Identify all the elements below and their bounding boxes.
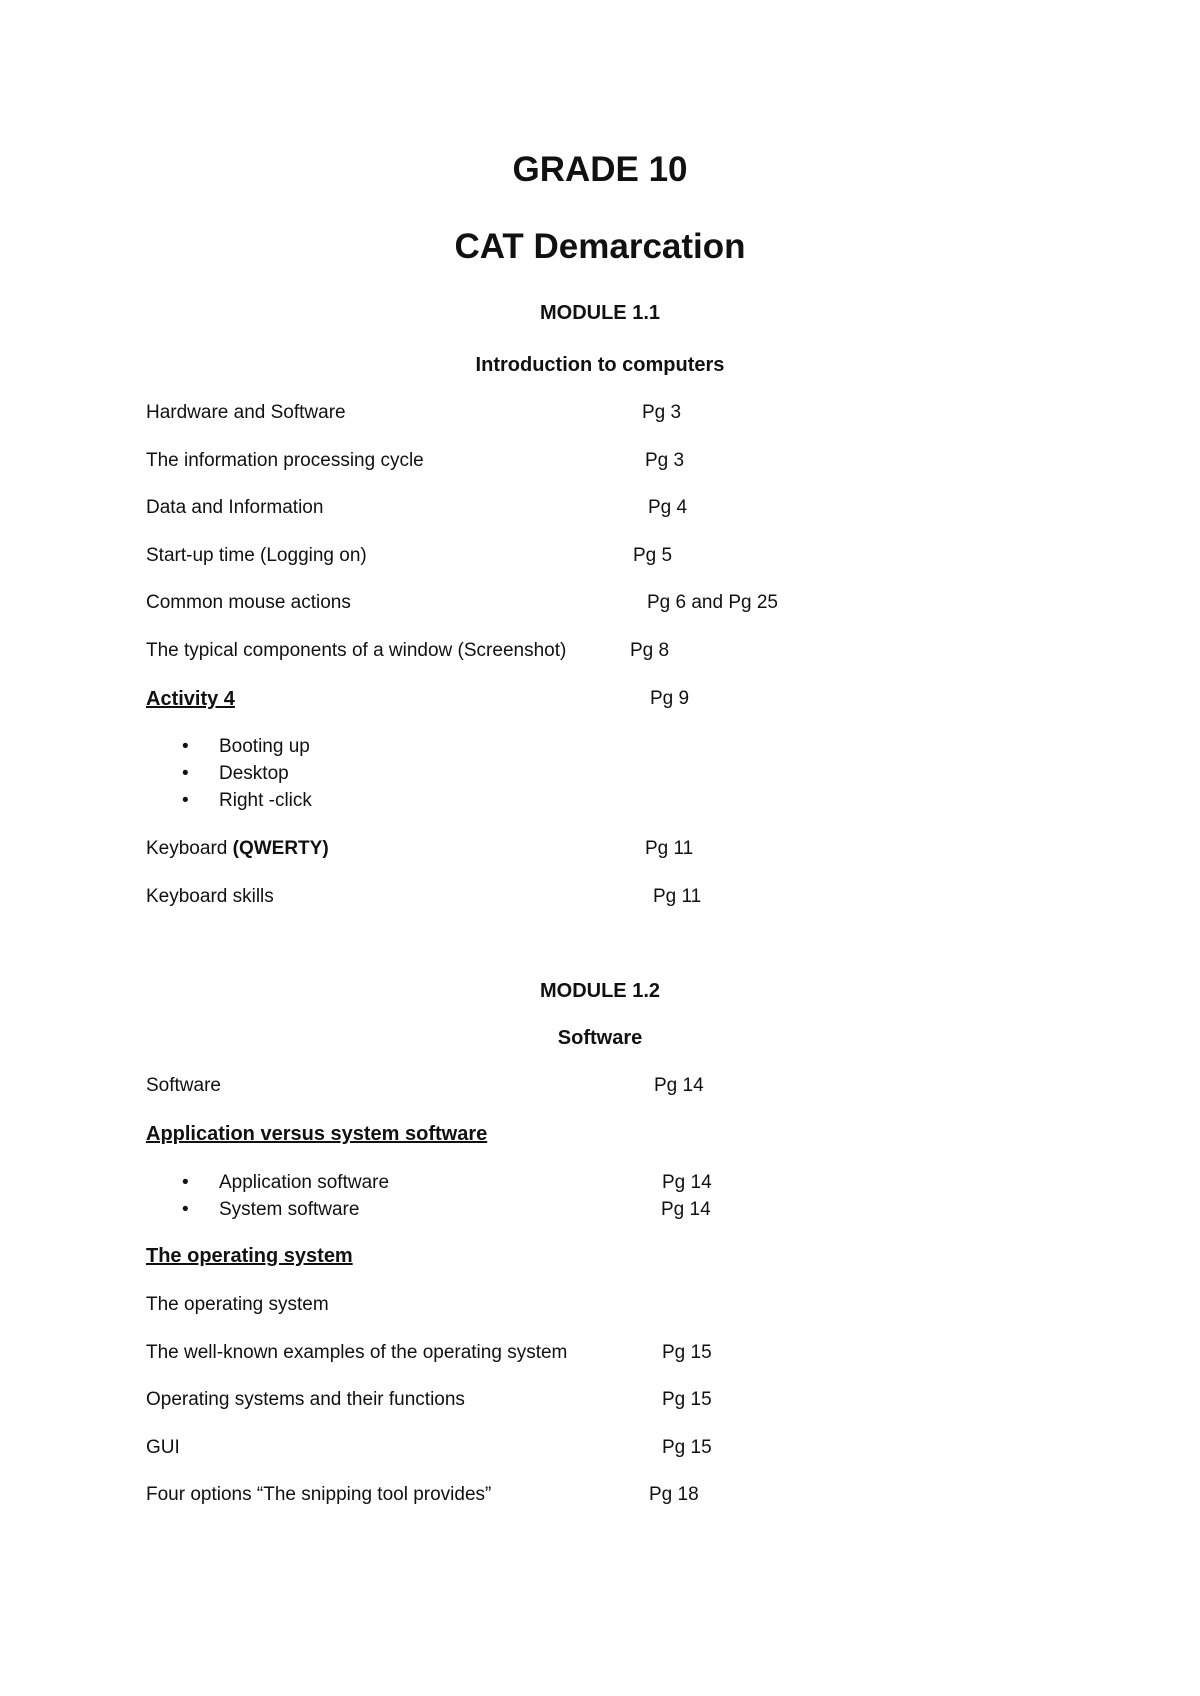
topic-item: Common mouse actions	[146, 592, 351, 613]
topic-item: Four options “The snipping tool provides”	[146, 1484, 492, 1505]
bullet-icon: •	[182, 1172, 189, 1193]
topic-item: Operating systems and their functions	[146, 1389, 465, 1410]
page-reference: Pg 4	[648, 497, 688, 518]
page-reference: Pg 15	[662, 1389, 712, 1410]
topic-item: The well-known examples of the operating system	[146, 1342, 568, 1363]
topic-item: Start-up time (Logging on)	[146, 545, 367, 566]
page-reference: Pg 6 and Pg 25	[647, 592, 778, 613]
topic-item: Software	[146, 1075, 221, 1096]
page-reference: Pg 15	[662, 1437, 712, 1458]
bullet-icon: •	[182, 763, 189, 784]
grade-title: GRADE 10	[512, 150, 688, 189]
topic-item: GUI	[146, 1437, 180, 1458]
page-reference: Pg 11	[653, 886, 702, 907]
activity-heading: Activity 4	[146, 688, 235, 710]
section-heading: Application versus system software	[146, 1123, 488, 1145]
module-label: MODULE 1.2	[539, 980, 661, 1002]
bullet-icon: •	[182, 736, 189, 757]
bullet-item: Application software	[219, 1172, 390, 1193]
page-reference: Pg 14	[661, 1199, 711, 1220]
page-reference: Pg 5	[633, 545, 673, 566]
module-label: MODULE 1.1	[539, 302, 661, 324]
bullet-item: Desktop	[219, 763, 289, 784]
bullet-item: System software	[219, 1199, 360, 1220]
topic-item: The operating system	[146, 1294, 329, 1315]
topic-item: Keyboard skills	[146, 886, 274, 907]
section-heading: The operating system	[146, 1245, 353, 1267]
page-reference: Pg 3	[645, 450, 685, 471]
page-reference: Pg 8	[630, 640, 670, 661]
topic-item: Data and Information	[146, 497, 324, 518]
page-reference: Pg 14	[654, 1075, 704, 1096]
page-reference: Pg 14	[662, 1172, 712, 1193]
page-reference: Pg 11	[645, 838, 694, 859]
keyboard-layout: (QWERTY)	[232, 838, 329, 859]
bullet-item: Booting up	[219, 736, 310, 757]
bullet-item: Right -click	[219, 790, 312, 811]
page-reference: Pg 9	[650, 688, 690, 709]
page-reference: Pg 3	[642, 402, 682, 423]
page-reference: Pg 15	[662, 1342, 712, 1363]
topic-item: Hardware and Software	[146, 402, 346, 423]
topic-item	[146, 838, 329, 860]
topic-item: The information processing cycle	[146, 450, 424, 471]
bullet-icon: •	[182, 790, 189, 811]
page-reference: Pg 18	[649, 1484, 699, 1505]
module-heading: Software	[557, 1027, 643, 1049]
document-title: CAT Demarcation	[454, 227, 746, 266]
topic-item: The typical components of a window (Screenshot)	[146, 640, 567, 661]
keyboard-text: Keyboard	[146, 838, 228, 859]
bullet-icon: •	[182, 1199, 189, 1220]
module-heading: Introduction to computers	[475, 354, 725, 376]
